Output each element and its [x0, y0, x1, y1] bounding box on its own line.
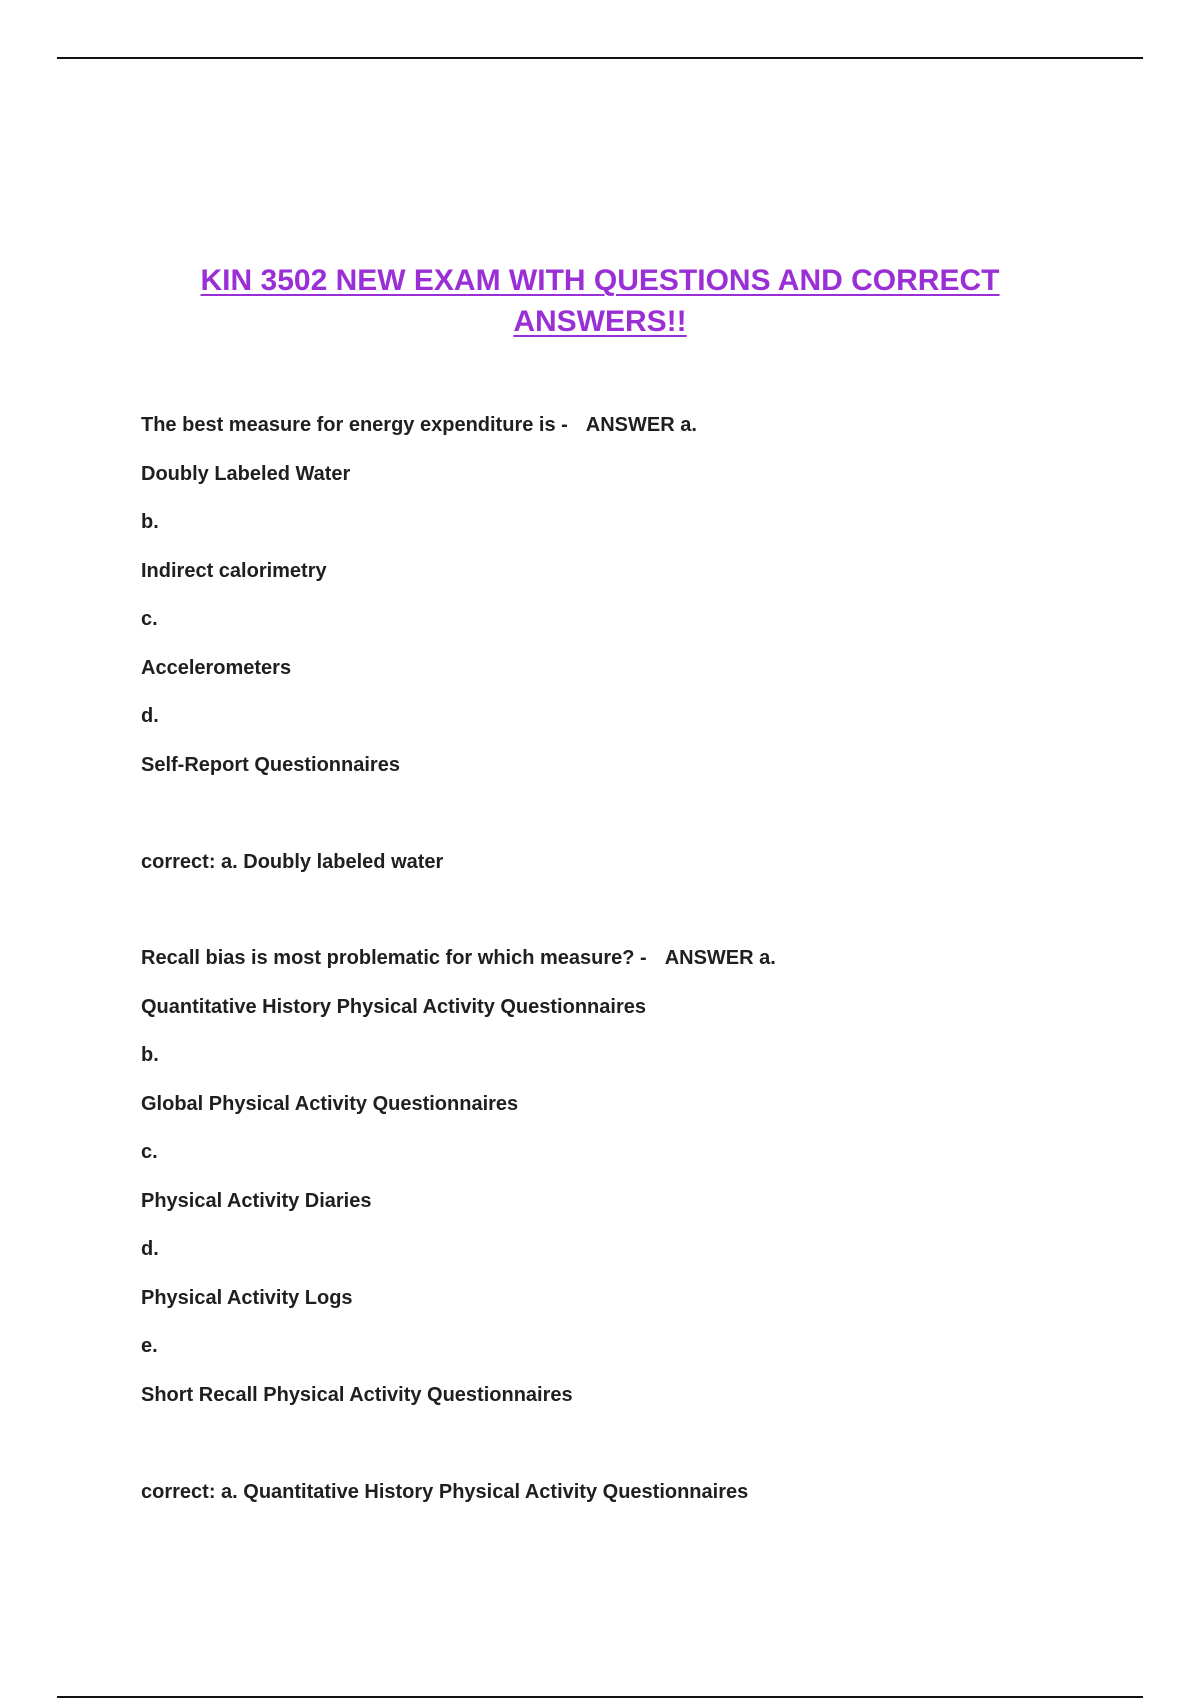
- question-1: [141, 412, 1101, 875]
- bottom-rule: [57, 1696, 1143, 1698]
- option-text: Indirect calorimetry: [141, 559, 327, 582]
- option-letter: b.: [141, 511, 159, 533]
- question-text: The best measure for energy expenditure is -: [141, 414, 568, 436]
- top-rule: [57, 57, 1143, 59]
- answer-tag: ANSWER a.: [585, 414, 697, 436]
- option-letter: d.: [141, 1238, 159, 1260]
- option-text: Physical Activity Diaries: [141, 1189, 372, 1212]
- option-letter: b.: [141, 1044, 159, 1066]
- question-prompt: [141, 412, 1101, 461]
- option-letter: e.: [141, 1335, 158, 1357]
- question-text: Recall bias is most problematic for which measure? -: [141, 947, 647, 969]
- option-letter: d.: [141, 705, 159, 727]
- spacer: [141, 1430, 1101, 1479]
- question-2: [141, 945, 1101, 1505]
- option-letter: c.: [141, 608, 158, 630]
- option-text: Global Physical Activity Questionnaires: [141, 1092, 519, 1115]
- answer-tag: ANSWER a.: [664, 947, 776, 969]
- question-prompt: [141, 945, 1101, 994]
- correct-answer: correct: a. Doubly labeled water: [141, 850, 444, 873]
- option-text: Accelerometers: [141, 656, 292, 679]
- option-text: Doubly Labeled Water: [141, 462, 351, 485]
- document-title: KIN 3502 NEW EXAM WITH QUESTIONS AND CORRECT ANSWERS!!: [200, 264, 1000, 338]
- correct-answer: correct: a. Quantitative History Physical Activity Questionnaires: [141, 1480, 749, 1503]
- option-text: Short Recall Physical Activity Questionnaires: [141, 1383, 573, 1406]
- option-text: Physical Activity Logs: [141, 1286, 353, 1309]
- spacer: [141, 800, 1101, 849]
- option-text: Quantitative History Physical Activity Questionnaires: [141, 995, 646, 1018]
- option-text: Self-Report Questionnaires: [141, 753, 400, 776]
- option-letter: c.: [141, 1141, 158, 1163]
